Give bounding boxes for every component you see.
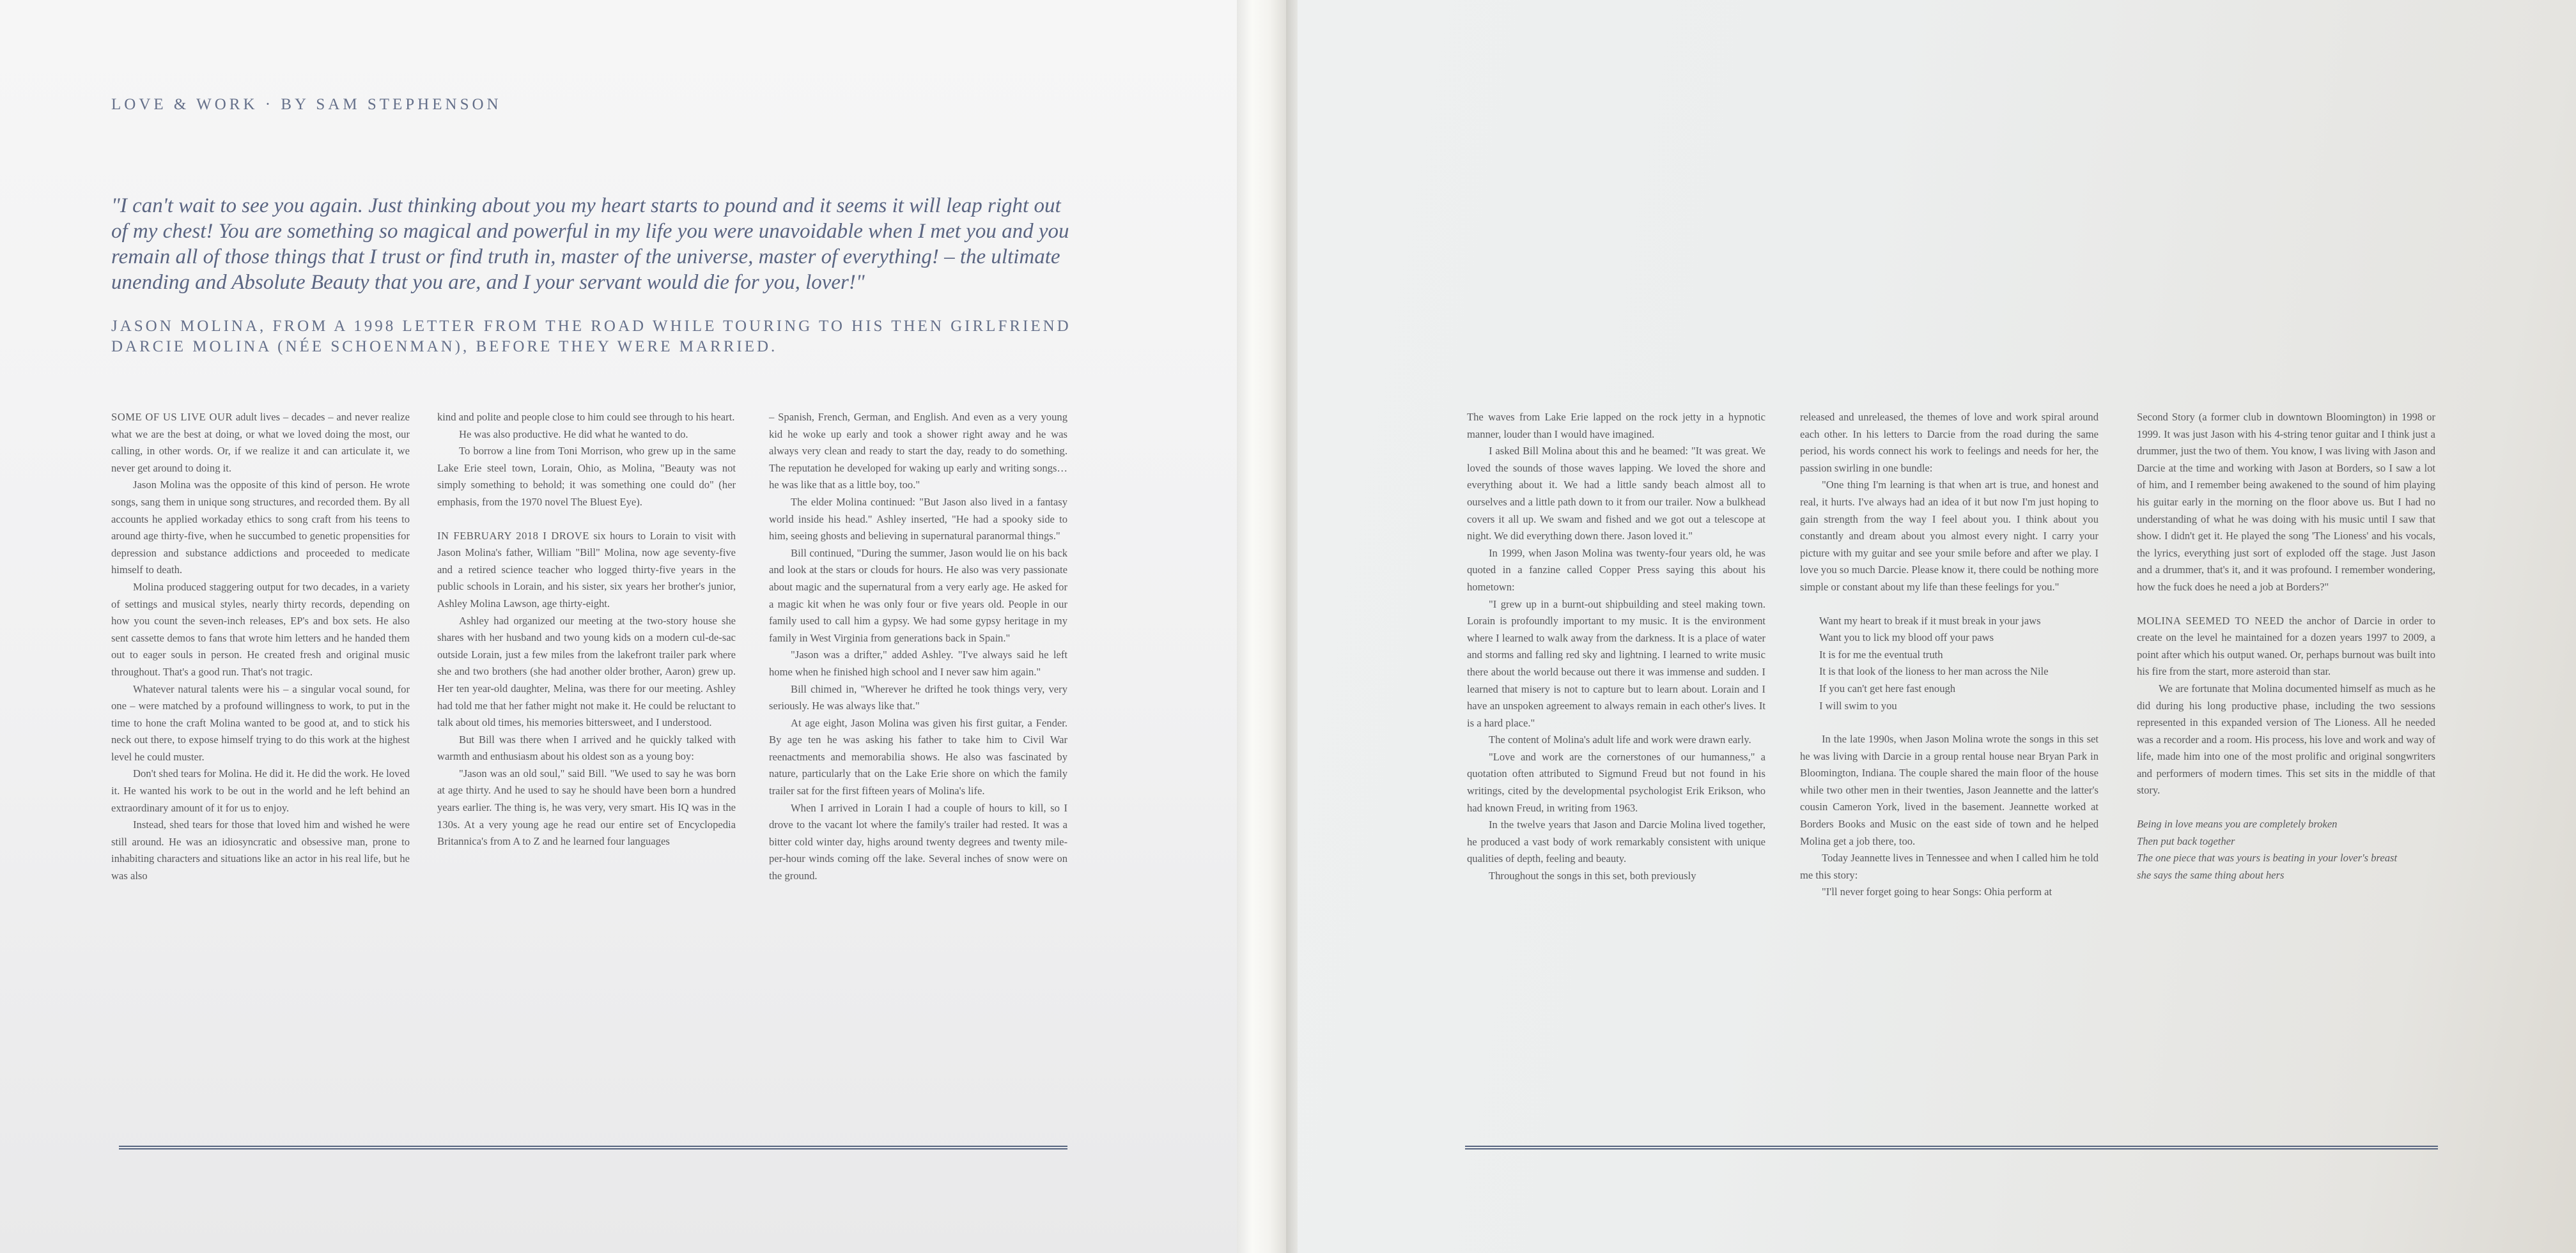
paragraph <box>437 528 736 613</box>
paragraph: "Jason was an old soul," said Bill. "We used to say he was born at age thirty. And he used to say he should have been born a hundred years earlier. The thing is, he was very, very smart. His IQ was in the 130s. At a very young age he read our entire set of Encyclopedia Britannica's from A to Z and he learned four languages <box>437 767 736 848</box>
lyric-line: I will swim to you <box>1819 699 1897 712</box>
paragraph: "Love and work are the cornerstones of our humanness," a quotation often attributed to Sigmund Freud but not found in his writings, cited by the developmental psychologist Erik Erikson, who had known Freud, in writing from 1963. <box>1467 750 1765 814</box>
paragraph: – Spanish, French, German, and English. And even as a very young kid he woke up early and took a shower right away and he was always very clean and ready to start the day, ready to do something. The reputation he developed for waking up early and writing songs…he was like that as a little boy, too." <box>769 411 1067 491</box>
lyric-line: It is for me the eventual truth <box>1819 648 1943 661</box>
bottom-rule <box>119 1146 1067 1149</box>
paragraph: Today Jeannette lives in Tennessee and when I called him he told me this story: <box>1800 852 2099 881</box>
left-column-2 <box>437 409 736 850</box>
paragraph-text: six hours to Lorain to visit with Jason Molina's father, William "Bill" Molina, now age seventy-five and a retired science teacher who logged thirty-five years in the public schools in Lorain, and his sister, six years her brother's junior, Ashley Molina Lawson, age thirty-eight. <box>437 529 736 610</box>
left-column-1 <box>111 409 410 885</box>
right-column-1 <box>1467 409 1765 885</box>
section-lead-in: SOME OF US LIVE OUR <box>111 411 233 423</box>
lyric-line: Then put back together <box>2137 834 2235 847</box>
paragraph: Throughout the songs in this set, both previously <box>1489 870 1696 882</box>
lyric-line: The one piece that was yours is beating in your lover's breast <box>2137 852 2398 865</box>
paragraph: Ashley had organized our meeting at the two-story house she shares with her husband and two young kids on a modern cul-de-sac outside Lorain, just a few miles from the lakefront trailer park where she and two brothers (she had another older brother, Aaron) grew up. Her ten year-old daughter, Melina, was there for our meeting. Ashley had told me that her father might not make it. He could be reluctant to talk about old times, his memories bittersweet, and I understood. <box>437 614 736 729</box>
lyric-line: Being in love means you are completely broken <box>2137 818 2338 831</box>
paragraph: "I'll never forget going to hear Songs: Ohia perform at <box>1822 886 2052 898</box>
lyric-line: It is that look of the lioness to her man across the Nile <box>1819 665 2049 678</box>
right-column-2 <box>1800 409 2099 901</box>
paragraph: Jason Molina was the opposite of this kind of person. He wrote songs, sang them in unique song structures, and recorded them. By all accounts he applied workaday ethics to song craft from his teens to around age thirty-five, when he succumbed to genetic propensities for depression and substance addictions and proceeded to medicate himself to death. <box>111 479 410 576</box>
paragraph-text: the anchor of Darcie in order to create on the level he maintained for a dozen years 1997 to 2009, a point after which his output waned. Or, perhaps burnout was built into his fire from the start, more asteroid than star. <box>2137 614 2435 678</box>
section-lead-in: MOLINA SEEMED TO NEED <box>2137 614 2285 627</box>
closing-lyrics <box>2137 816 2435 884</box>
paragraph: "Jason was a drifter," added Ashley. "I've always said he left home when he finished high school and I never saw him again." <box>769 649 1067 678</box>
paragraph: The content of Molina's adult life and work were drawn early. <box>1489 734 1751 746</box>
paragraph: We are fortunate that Molina documented himself as much as he did during his long productive phase, including the two sessions represented in this expanded version of The Lioness. All he needed was a recorder and a room. His process, his love and work and way of life, made him into one of the most prolific and original songwriters and performers of modern times. This set sits in the middle of that story. <box>2137 682 2435 797</box>
paragraph <box>111 409 410 477</box>
lyrics-block <box>1800 613 2099 715</box>
paragraph: released and unreleased, the themes of love and work spiral around each other. In his letters to Darcie from the road during the same period, his words connect his work to feelings and needs for her, the passion swirling in one bundle: <box>1800 411 2099 474</box>
paragraph: To borrow a line from Toni Morrison, who grew up in the same Lake Erie steel town, Lorain, Ohio, as Molina, "Beauty was not simply something to behold; it was something one could do" (her emphasis, from the 1970 novel The Bluest Eye). <box>437 445 736 508</box>
paragraph: In 1999, when Jason Molina was twenty-four years old, he was quoted in a fanzine called Copper Press saying this about his hometown: <box>1467 546 1765 593</box>
bottom-rule <box>1465 1146 2438 1149</box>
section-lead-in: IN FEBRUARY 2018 I DROVE <box>437 529 589 542</box>
paragraph: Second Story (a former club in downtown Bloomington) in 1998 or 1999. It was just Jason with his 4-string tenor guitar and I think just a drummer, just the two of them. You know, I was living with Jason and Darcie at the time and working with Jason at Borders, so I saw a lot of him, and I remember being awakened to the sound of him playing his guitar early in the morning on the floor above us. But I had no understanding of what he was doing with his music until I saw that show. I didn't get it. He played the song 'The Lioness' and his vocals, the lyrics, everything just sort of exploded off the stage. Just Jason and a drummer, that's it, and it was profound. I remember wondering, how the fuck does he need a job at Borders?" <box>2137 411 2435 593</box>
paragraph: But Bill was there when I arrived and he quickly talked with warmth and enthusiasm about his oldest son as a young boy: <box>437 733 736 763</box>
lyric-line: she says the same thing about hers <box>2137 868 2285 881</box>
paragraph: kind and polite and people close to him could see through to his heart. <box>437 411 735 423</box>
paragraph: At age eight, Jason Molina was given his first guitar, a Fender. By age ten he was asking his father to take him to Civil War reenactments and memorabilia shows. He also was fascinated by nature, particularly that on the Lake Erie shore on which the family trailer sat for the first fifteen years of Molina's life. <box>769 716 1067 797</box>
paragraph-text: adult lives – decades – and never realize what we are the best at doing, or what we loved doing the most, our calling, in other words. Or, if we realize it and can articulate it, we never get around to doing it. <box>111 411 410 474</box>
paragraph: Bill continued, "During the summer, Jason would lie on his back and look at the stars or clouds for hours. He also was very passionate about magic and the supernatural from a very early age. He asked for a magic kit when he was only four or five years old. People in our family used to call him a gypsy. We had some gypsy heritage in my family in West Virginia from generations back in Spain." <box>769 546 1067 644</box>
epigraph-attribution: JASON MOLINA, FROM A 1998 LETTER FROM THE ROAD WHILE TOURING TO HIS THEN GIRLFRIEND DARCIE MOLINA (NÉE SCHOENMAN), BEFORE THEY WERE MARRIED. <box>111 318 1071 355</box>
epigraph-quote: "I can't wait to see you again. Just thinking about you my heart starts to pound and it seems it will leap right out of my chest! You are something so magical and powerful in my life you were unavoidable when I met you and you remain all of those things that I trust or find truth in, master of the universe, master of everything! – the ultimate unending and Absolute Beauty that you are, and I your servant would die for you, lover!" <box>111 194 1069 294</box>
paragraph: He was also productive. He did what he wanted to do. <box>459 427 688 440</box>
paragraph: Instead, shed tears for those that loved him and wished he were still around. He was an idiosyncratic and obsessive man, prone to inhabiting characters and situations like an actor in his real life, but he was also <box>111 819 410 882</box>
paragraph: The elder Molina continued: "But Jason also lived in a fantasy world inside his head." Ashley inserted, "He had a spooky side to him, seeing ghosts and believing in supernatural paranormal things." <box>769 495 1067 542</box>
paragraph: In the late 1990s, when Jason Molina wrote the songs in this set he was living with Darcie in a group rental house near Bryan Park in Bloomington, Indiana. The couple shared the main floor of the house while two other men in their twenties, Jason Jeannette and the latter's cousin Cameron York, lived in the basement. Jeannette worked at Borders Books and Music on the east side of town and he helped Molina get a job there, too. <box>1800 733 2099 847</box>
gutter-fold <box>1286 0 1298 1253</box>
left-column-3 <box>769 409 1067 885</box>
right-column-3 <box>2137 409 2435 900</box>
paragraph: The waves from Lake Erie lapped on the rock jetty in a hypnotic manner, louder than I would have imagined. <box>1467 411 1765 440</box>
paragraph: Don't shed tears for Molina. He did it. He did the work. He loved it. He wanted his work to be out in the world and he left behind an extraordinary amount of it for us to enjoy. <box>111 767 410 814</box>
running-head: LOVE & WORK · BY SAM STEPHENSON <box>111 96 502 113</box>
paragraph: I asked Bill Molina about this and he beamed: "It was great. We loved the sounds of those waves lapping. We loved the shore and everything about it. We had a little sandy beach almost all to ourselves and a little path down to it from our trailer. Now a bulkhead covers it all up. We swam and fished and we got out a telescope at night. We did everything down there. Jason loved it." <box>1467 445 1765 542</box>
right-page <box>1298 0 2576 1253</box>
paragraph <box>2137 613 2435 680</box>
lyric-line: Want my heart to break if it must break in your jaws <box>1819 614 2041 627</box>
lyric-line: Want you to lick my blood off your paws <box>1819 631 1994 644</box>
lyric-line: If you can't get here fast enough <box>1819 682 1956 695</box>
paragraph: "I grew up in a burnt-out shipbuilding and steel making town. Lorain is profoundly important to my music. It is the environment where I learned to walk away from the darkness. It is a place of water and storms and falling red sky and lightning. I learned to write music there about the world because out there it was immense and sudden. I learned that misery is not to capture but to learn about. Lorain and I have an unspoken agreement to always remain in each other's lives. It is a hard place." <box>1467 597 1765 729</box>
paragraph: When I arrived in Lorain I had a couple of hours to kill, so I drove to the vacant lot where the family's trailer had rested. It was a bitter cold winter day, highs around twenty degrees and twenty mile-per-hour winds coming off the lake. Several inches of snow were on the ground. <box>769 801 1067 882</box>
paragraph: "One thing I'm learning is that when art is true, and honest and real, it hurts. I've always had an idea of it but now I'm just hoping to gain strength from the way I feel about you. I think about you constantly and dream about you almost every night. I carry your picture with my guitar and see your smile before and after we play. I love you so much Darcie. Please know it, there could be nothing more simple or constant about my life than these feelings for you." <box>1800 479 2099 593</box>
paragraph: Molina produced staggering output for two decades, in a variety of settings and musical styles, nearly thirty records, depending on how you count the seven-inch releases, EP's and box sets. He also sent cassette demos to fans that wrote him letters and he handed them out to eager souls in person. He created fresh and original music throughout. That's a good run. That's not tragic. <box>111 580 410 678</box>
paragraph: Whatever natural talents were his – a singular vocal sound, for one – were matched by a profound willingness to work, to put in the time to hone the craft Molina wanted to be good at, and to stick his neck out there, to expose himself trying to do this work at the highest level he could muster. <box>111 682 410 763</box>
left-page <box>0 0 1237 1253</box>
paragraph: In the twelve years that Jason and Darcie Molina lived together, he produced a vast body of work remarkably consistent with unique qualities of depth, feeling and beauty. <box>1467 819 1765 865</box>
paragraph: Bill chimed in, "Wherever he drifted he took things very, very seriously. He was always like that." <box>769 682 1067 712</box>
